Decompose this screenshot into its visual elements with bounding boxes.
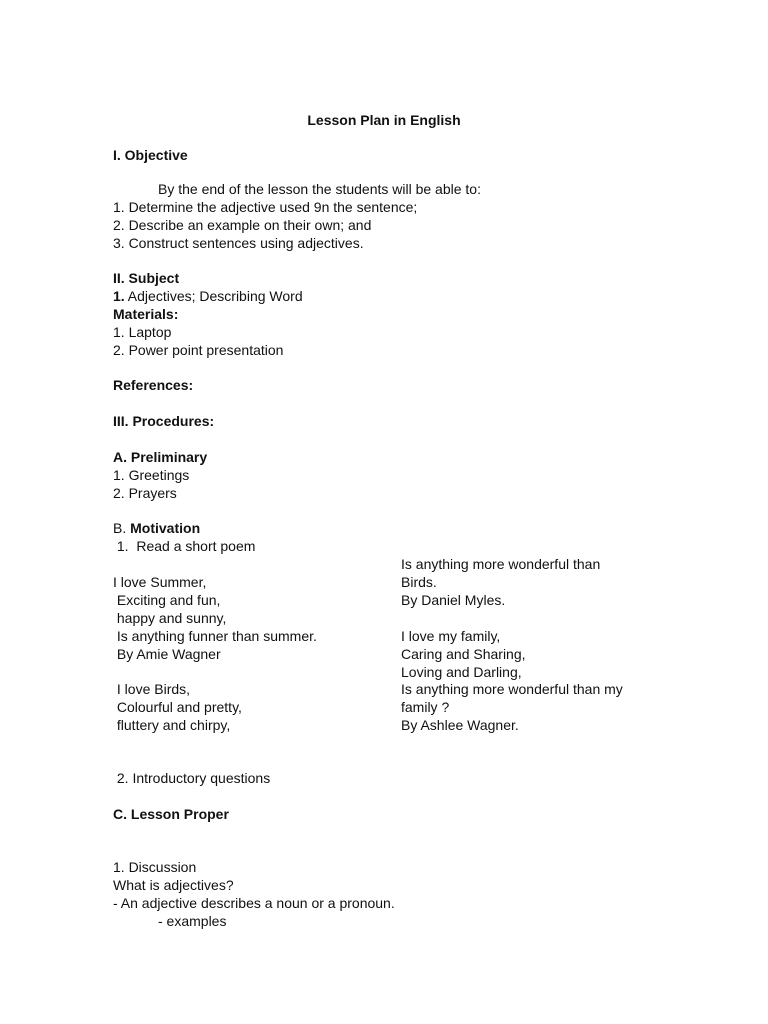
preliminary-item: 1. Greetings — [113, 467, 190, 483]
poem-line: Is anything more wonderful than — [401, 556, 601, 572]
preliminary-heading: A. Preliminary — [113, 449, 208, 465]
lesson-proper-heading: C. Lesson Proper — [113, 806, 229, 822]
preliminary-item: 2. Prayers — [113, 485, 177, 501]
subject-heading: II. Subject — [113, 270, 180, 286]
motivation-heading — [113, 519, 200, 537]
objective-item: 1. Determine the adjective used 9n the sentence; — [113, 199, 418, 215]
procedures-heading: III. Procedures: — [113, 413, 215, 429]
subject-item — [113, 287, 303, 305]
poem-author: By Daniel Myles. — [401, 592, 506, 608]
discussion-heading: 1. Discussion — [113, 859, 197, 875]
poem-line: Colourful and pretty, — [113, 699, 242, 715]
objective-intro: By the end of the lesson the students will be able to: — [158, 181, 481, 197]
poem-line: family ? — [401, 699, 450, 715]
poem-author: By Amie Wagner — [113, 646, 221, 662]
motivation-step: 1. Read a short poem — [113, 538, 256, 554]
poem-line: Caring and Sharing, — [401, 646, 526, 662]
poem-line: Birds. — [401, 574, 437, 590]
motivation-letter: B. — [113, 520, 131, 536]
poem-line: I love Birds, — [113, 681, 191, 697]
subject-item-text: Adjectives; Describing Word — [124, 288, 303, 304]
motivation-title: Motivation — [130, 520, 201, 536]
motivation-step: 2. Introductory questions — [113, 770, 271, 786]
poem-line: I love my family, — [401, 628, 501, 644]
poem-author: By Ashlee Wagner. — [401, 717, 519, 733]
poem-line: Loving and Darling, — [401, 664, 522, 680]
objective-heading: I. Objective — [113, 147, 188, 163]
document-title: Lesson Plan in English — [307, 112, 461, 128]
materials-item: 2. Power point presentation — [113, 342, 284, 358]
objective-item: 3. Construct sentences using adjectives. — [113, 235, 364, 251]
materials-item: 1. Laptop — [113, 324, 172, 340]
poem-line: Is anything more wonderful than my — [401, 681, 623, 697]
discussion-examples: - examples — [158, 913, 227, 929]
poem-line: fluttery and chirpy, — [113, 717, 231, 733]
discussion-answer: - An adjective describes a noun or a pronoun. — [113, 895, 395, 911]
subject-item-number: 1. — [113, 288, 125, 304]
materials-heading: Materials: — [113, 306, 179, 322]
poem-line: happy and sunny, — [113, 610, 227, 626]
poem-line: Is anything funner than summer. — [113, 628, 317, 644]
poem-line: I love Summer, — [113, 574, 207, 590]
objective-item: 2. Describe an example on their own; and — [113, 217, 372, 233]
poem-line: Exciting and fun, — [113, 592, 221, 608]
references-heading: References: — [113, 377, 194, 393]
discussion-question: What is adjectives? — [113, 877, 234, 893]
